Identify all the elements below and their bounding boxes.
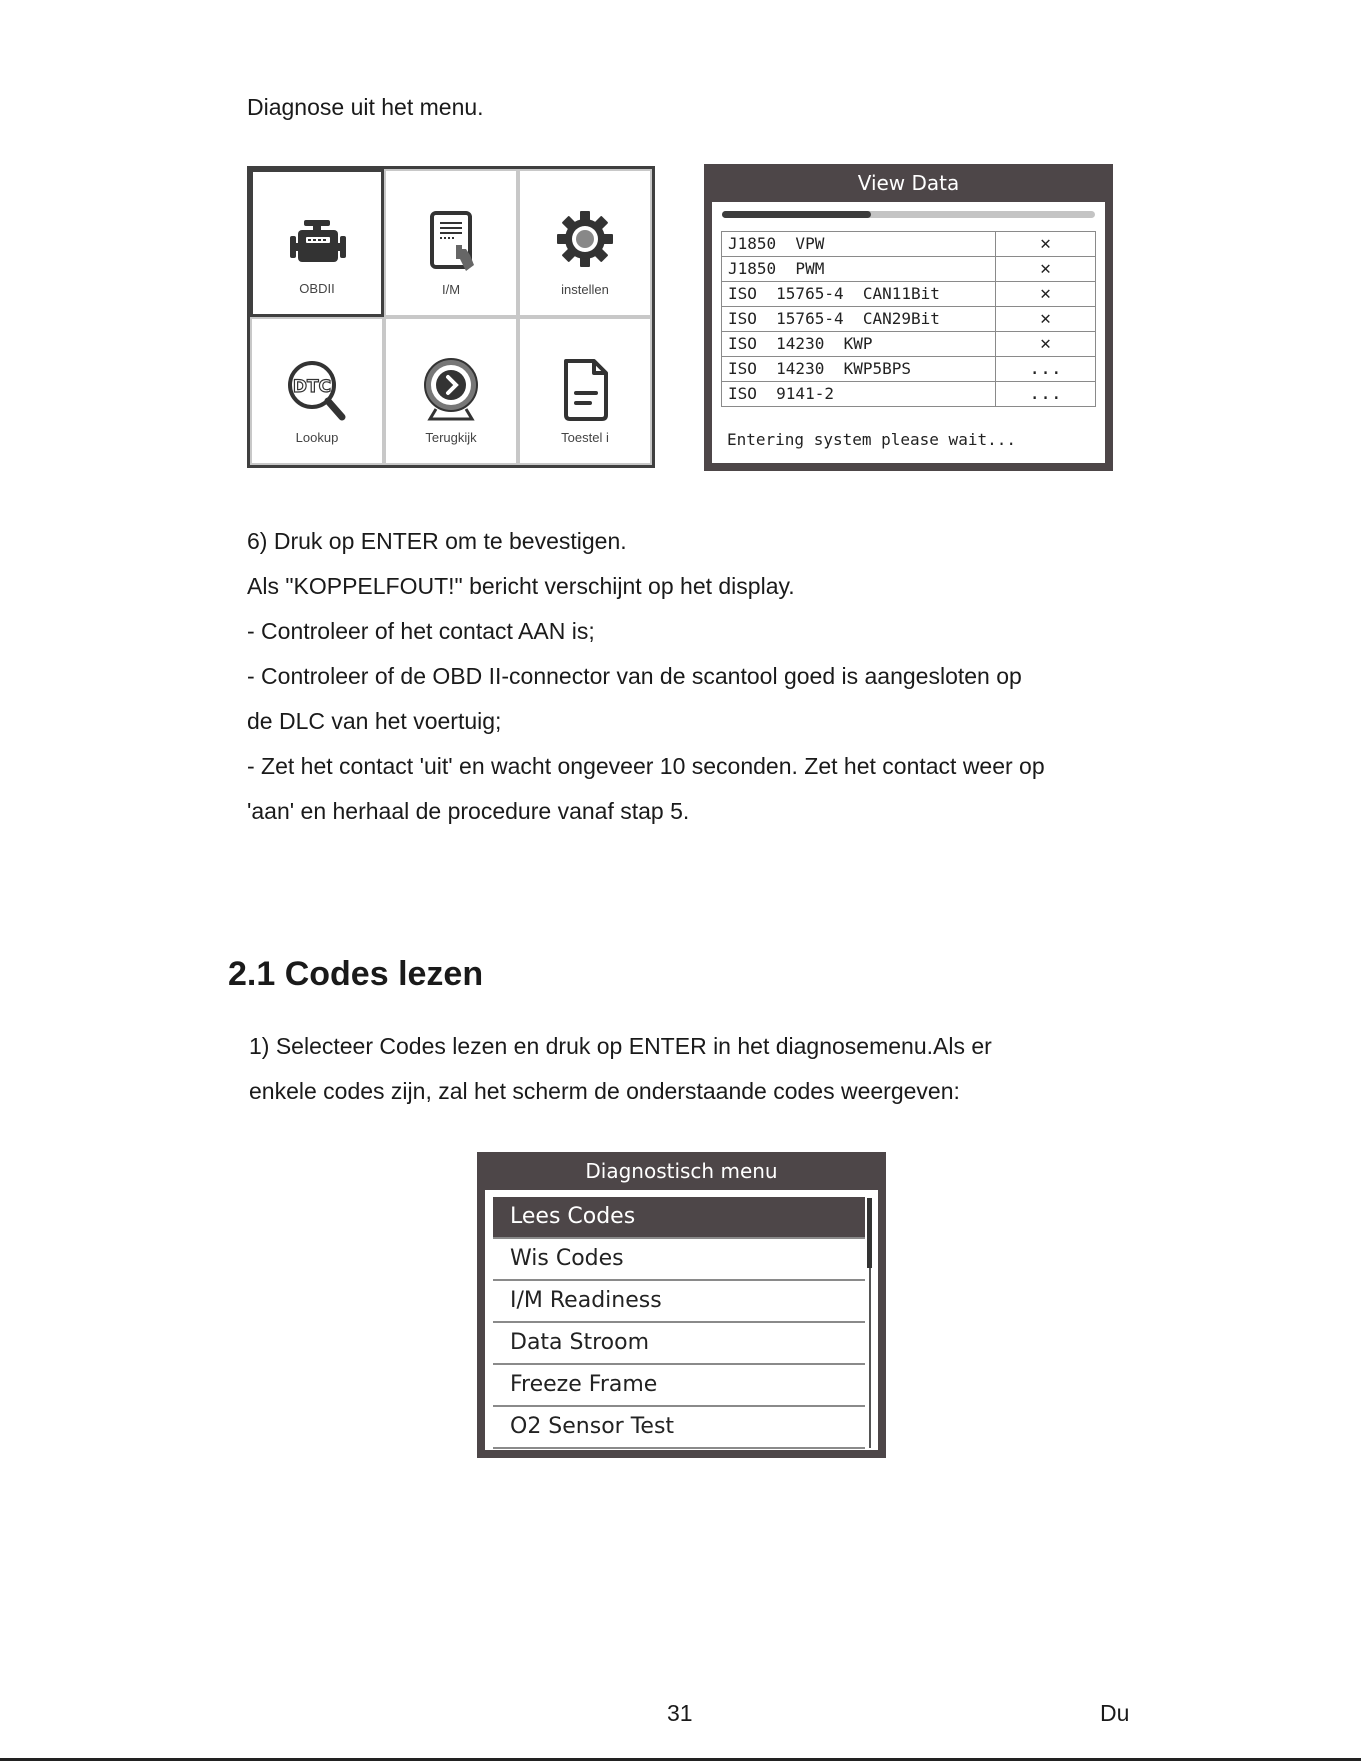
menu-item-im[interactable] xyxy=(384,169,518,317)
svg-text:DTC: DTC xyxy=(292,377,332,397)
menu-item-obdii[interactable] xyxy=(250,169,384,317)
menu-item-label: Toestel i xyxy=(561,430,609,445)
menu-item-toestel-info[interactable] xyxy=(518,317,652,465)
diagnostic-menu-screen xyxy=(477,1152,886,1458)
menu-item-freeze-frame[interactable]: Freeze Frame xyxy=(493,1365,865,1407)
restart-ignition-text: - Zet het contact 'uit' en wacht ongeveer 10 seconden. Zet het contact weer op xyxy=(247,753,1045,779)
engine-icon xyxy=(282,210,352,276)
protocol-table xyxy=(721,231,1096,407)
scrollbar-thumb[interactable] xyxy=(867,1198,872,1268)
menu-item-label: I/M xyxy=(441,282,461,297)
menu-item-lookup[interactable] xyxy=(250,317,384,465)
menu-item-data-stroom[interactable]: Data Stroom xyxy=(493,1323,865,1365)
protocol-status: ... xyxy=(996,357,1096,382)
menu-item-label: instellen xyxy=(561,282,609,297)
protocol-name: ISO 15765-4 CAN29Bit xyxy=(722,307,996,332)
menu-item-terugkijk[interactable] xyxy=(384,317,518,465)
section-text: 1) Selecteer Codes lezen en druk op ENTER in het diagnosemenu.Als er xyxy=(249,1033,992,1059)
diagnostic-menu-list xyxy=(493,1197,865,1449)
table-row xyxy=(722,332,1096,357)
document-icon xyxy=(550,357,620,423)
menu-item-lees-codes[interactable]: Lees Codes xyxy=(493,1197,865,1239)
view-data-title: View Data xyxy=(857,171,960,195)
gear-icon xyxy=(550,209,620,275)
menu-item-instellen[interactable] xyxy=(518,169,652,317)
main-menu-grid xyxy=(247,166,655,468)
diagnostic-menu-title: Diagnostisch menu xyxy=(585,1159,778,1183)
protocol-status: ✕ xyxy=(996,282,1096,307)
table-row xyxy=(722,357,1096,382)
protocol-name: ISO 14230 KWP xyxy=(722,332,996,357)
dtc-magnifier-icon xyxy=(282,357,352,423)
protocol-status: ✕ xyxy=(996,332,1096,357)
diagnostic-menu-body xyxy=(485,1190,878,1450)
menu-item-label: Lookup xyxy=(295,430,339,445)
check-connector-text-cont: de DLC van het voertuig; xyxy=(247,708,502,734)
intro-text: Diagnose uit het menu. xyxy=(247,94,484,120)
menu-item-o2-sensor-test[interactable]: O2 Sensor Test xyxy=(493,1407,865,1449)
check-connector-text: - Controleer of de OBD II-connector van de scantool goed is aangesloten op xyxy=(247,663,1022,689)
table-row xyxy=(722,232,1096,257)
view-data-screen xyxy=(704,164,1113,471)
view-data-body xyxy=(712,202,1105,463)
error-message-text: Als "KOPPELFOUT!" bericht verschijnt op het display. xyxy=(247,573,795,599)
table-row xyxy=(722,382,1096,407)
protocol-name: J1850 PWM xyxy=(722,257,996,282)
protocol-status: ✕ xyxy=(996,307,1096,332)
table-row xyxy=(722,307,1096,332)
check-ignition-text: - Controleer of het contact AAN is; xyxy=(247,618,595,644)
status-text: Entering system please wait... xyxy=(727,430,1016,449)
progress-bar xyxy=(722,211,1095,218)
menu-item-label: OBDII xyxy=(299,281,335,296)
table-row xyxy=(722,257,1096,282)
table-row xyxy=(722,282,1096,307)
tablet-touch-icon xyxy=(416,209,486,275)
menu-item-wis-codes[interactable]: Wis Codes xyxy=(493,1239,865,1281)
page-number: 31 xyxy=(667,1700,693,1726)
protocol-name: ISO 14230 KWP5BPS xyxy=(722,357,996,382)
progress-bar-fill xyxy=(722,211,871,218)
menu-item-im-readiness[interactable]: I/M Readiness xyxy=(493,1281,865,1323)
protocol-name: ISO 15765-4 CAN11Bit xyxy=(722,282,996,307)
protocol-status: ✕ xyxy=(996,232,1096,257)
protocol-name: ISO 9141-2 xyxy=(722,382,996,407)
protocol-name: J1850 VPW xyxy=(722,232,996,257)
section-heading: 2.1 Codes lezen xyxy=(228,955,484,993)
playback-icon xyxy=(416,357,486,423)
menu-item-label: Terugkijk xyxy=(425,430,477,445)
protocol-status: ... xyxy=(996,382,1096,407)
restart-ignition-text-cont: 'aan' en herhaal de procedure vanaf stap 5. xyxy=(247,798,690,824)
step-6-text: 6) Druk op ENTER om te bevestigen. xyxy=(247,528,627,554)
protocol-status: ✕ xyxy=(996,257,1096,282)
language-code: Du xyxy=(1100,1700,1130,1726)
section-text-cont: enkele codes zijn, zal het scherm de onderstaande codes weergeven: xyxy=(249,1078,960,1104)
